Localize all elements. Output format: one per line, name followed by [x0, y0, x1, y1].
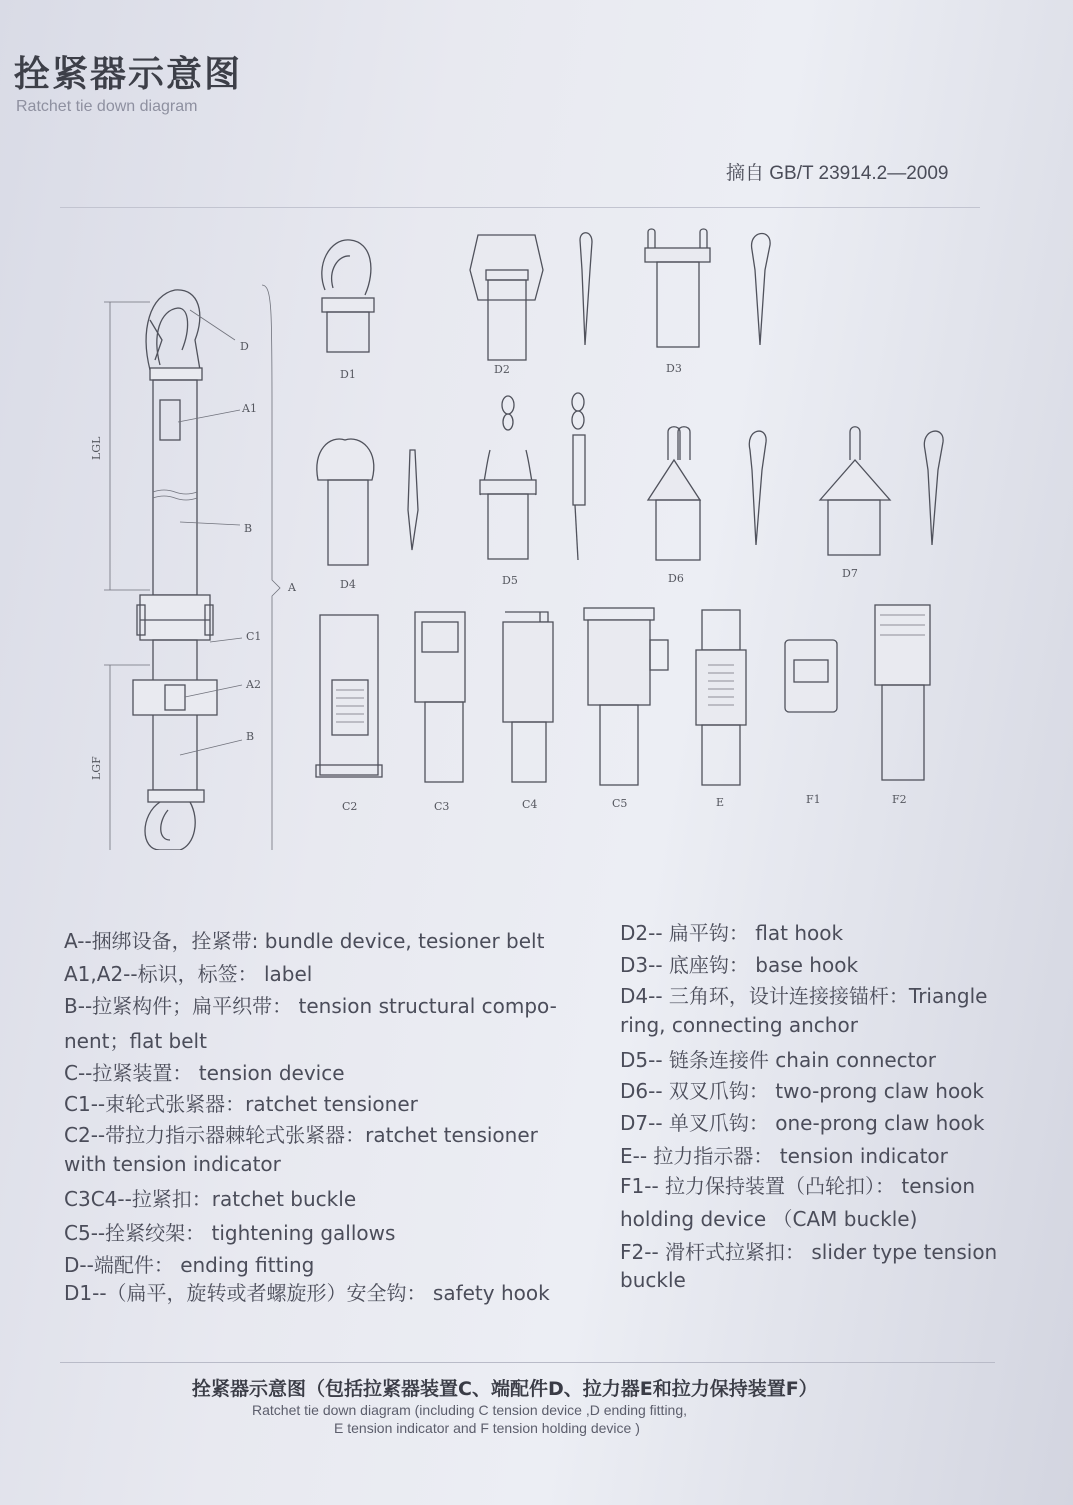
label-d6: D6 [668, 572, 684, 585]
page-subtitle: Ratchet tie down diagram [16, 98, 198, 115]
legend-item: D4-- 三角环，设计连接接锚杆：Triangle [620, 984, 988, 1008]
fitting-row-1 [322, 229, 770, 381]
label-f2: F2 [892, 793, 907, 806]
legend-item: nent；flat belt [64, 1029, 207, 1053]
legend-item: C3C4--拉紧扣：ratchet buckle [64, 1187, 357, 1211]
top-divider [60, 207, 980, 208]
ratchet-diagram [0, 210, 1073, 850]
legend-item: holding device （CAM buckle) [620, 1207, 918, 1231]
label-d3: D3 [666, 362, 682, 375]
main-assembly-drawing [90, 285, 297, 850]
label-d2: D2 [494, 363, 510, 376]
legend-item: D--端配件： ending fitting [64, 1253, 315, 1277]
legend-item: C1--束轮式张紧器：ratchet tensioner [64, 1092, 418, 1116]
legend-item: C2--带拉力指示器棘轮式张紧器：ratchet tensioner [64, 1123, 538, 1147]
label-b-lower: B [246, 730, 255, 743]
label-d4: D4 [340, 578, 356, 591]
legend-item: C--拉紧装置： tension device [64, 1061, 345, 1085]
label-d7: D7 [842, 567, 858, 580]
label-lgl: LGL [90, 436, 103, 460]
label-c1: C1 [246, 630, 262, 643]
legend-item: F1-- 拉力保持装置（凸轮扣）： tension [620, 1174, 976, 1198]
legend-item: D2-- 扁平钩： flat hook [620, 921, 844, 945]
label-a2: A2 [246, 678, 261, 691]
legend-item: with tension indicator [64, 1152, 281, 1176]
legend-item: D3-- 底座钩： base hook [620, 953, 859, 977]
page-title: 拴紧器示意图 [14, 54, 243, 95]
label-c4: C4 [522, 798, 538, 811]
label-d: D [240, 340, 249, 353]
label-d1: D1 [340, 368, 356, 381]
legend-item: D6-- 双叉爪钩： two-prong claw hook [620, 1079, 984, 1103]
legend-item: C5--拴紧绞架： tightening gallows [64, 1221, 396, 1245]
legend-item: D5-- 链条连接件 chain connector [620, 1048, 936, 1072]
label-lgf: LGF [90, 756, 103, 780]
legend-item: buckle [620, 1268, 686, 1292]
legend-item: A1,A2--标识，标签： label [64, 962, 313, 986]
label-e: E [716, 796, 725, 809]
legend-item: E-- 拉力指示器： tension indicator [620, 1144, 948, 1168]
source-note: 摘自 GB/T 23914.2—2009 [726, 163, 949, 184]
fitting-row-3 [316, 605, 930, 813]
label-c2: C2 [342, 800, 358, 813]
label-f1: F1 [806, 793, 821, 806]
label-a1: A1 [242, 402, 257, 415]
fitting-row-2 [317, 393, 943, 591]
label-a: A [288, 581, 296, 594]
legend-item: A--捆绑设备，拴紧带: bundle device, tesioner belt [64, 929, 545, 953]
label-b-upper: B [244, 522, 253, 535]
caption-english-line-1: Ratchet tie down diagram (including C tension device ,D ending fitting, [252, 1402, 688, 1418]
caption-english-line-2: E tension indicator and F tension holding device ) [334, 1420, 640, 1436]
caption-chinese: 拴紧器示意图（包括拉紧器装置C、端配件D、拉力器E和拉力保持装置F） [192, 1378, 818, 1400]
legend-item: ring, connecting anchor [620, 1013, 858, 1037]
legend-item: D1--（扁平，旋转或者螺旋形）安全钩： safety hook [64, 1281, 550, 1305]
label-c3: C3 [434, 800, 450, 813]
legend-item: B--拉紧构件；扁平织带： tension structural compo- [64, 994, 557, 1018]
label-c5: C5 [612, 797, 628, 810]
legend-item: D7-- 单叉爪钩： one-prong claw hook [620, 1111, 985, 1135]
label-d5: D5 [502, 574, 518, 587]
legend-item: F2-- 滑杆式拉紧扣： slider type tension [620, 1240, 998, 1264]
bottom-divider [60, 1362, 995, 1363]
